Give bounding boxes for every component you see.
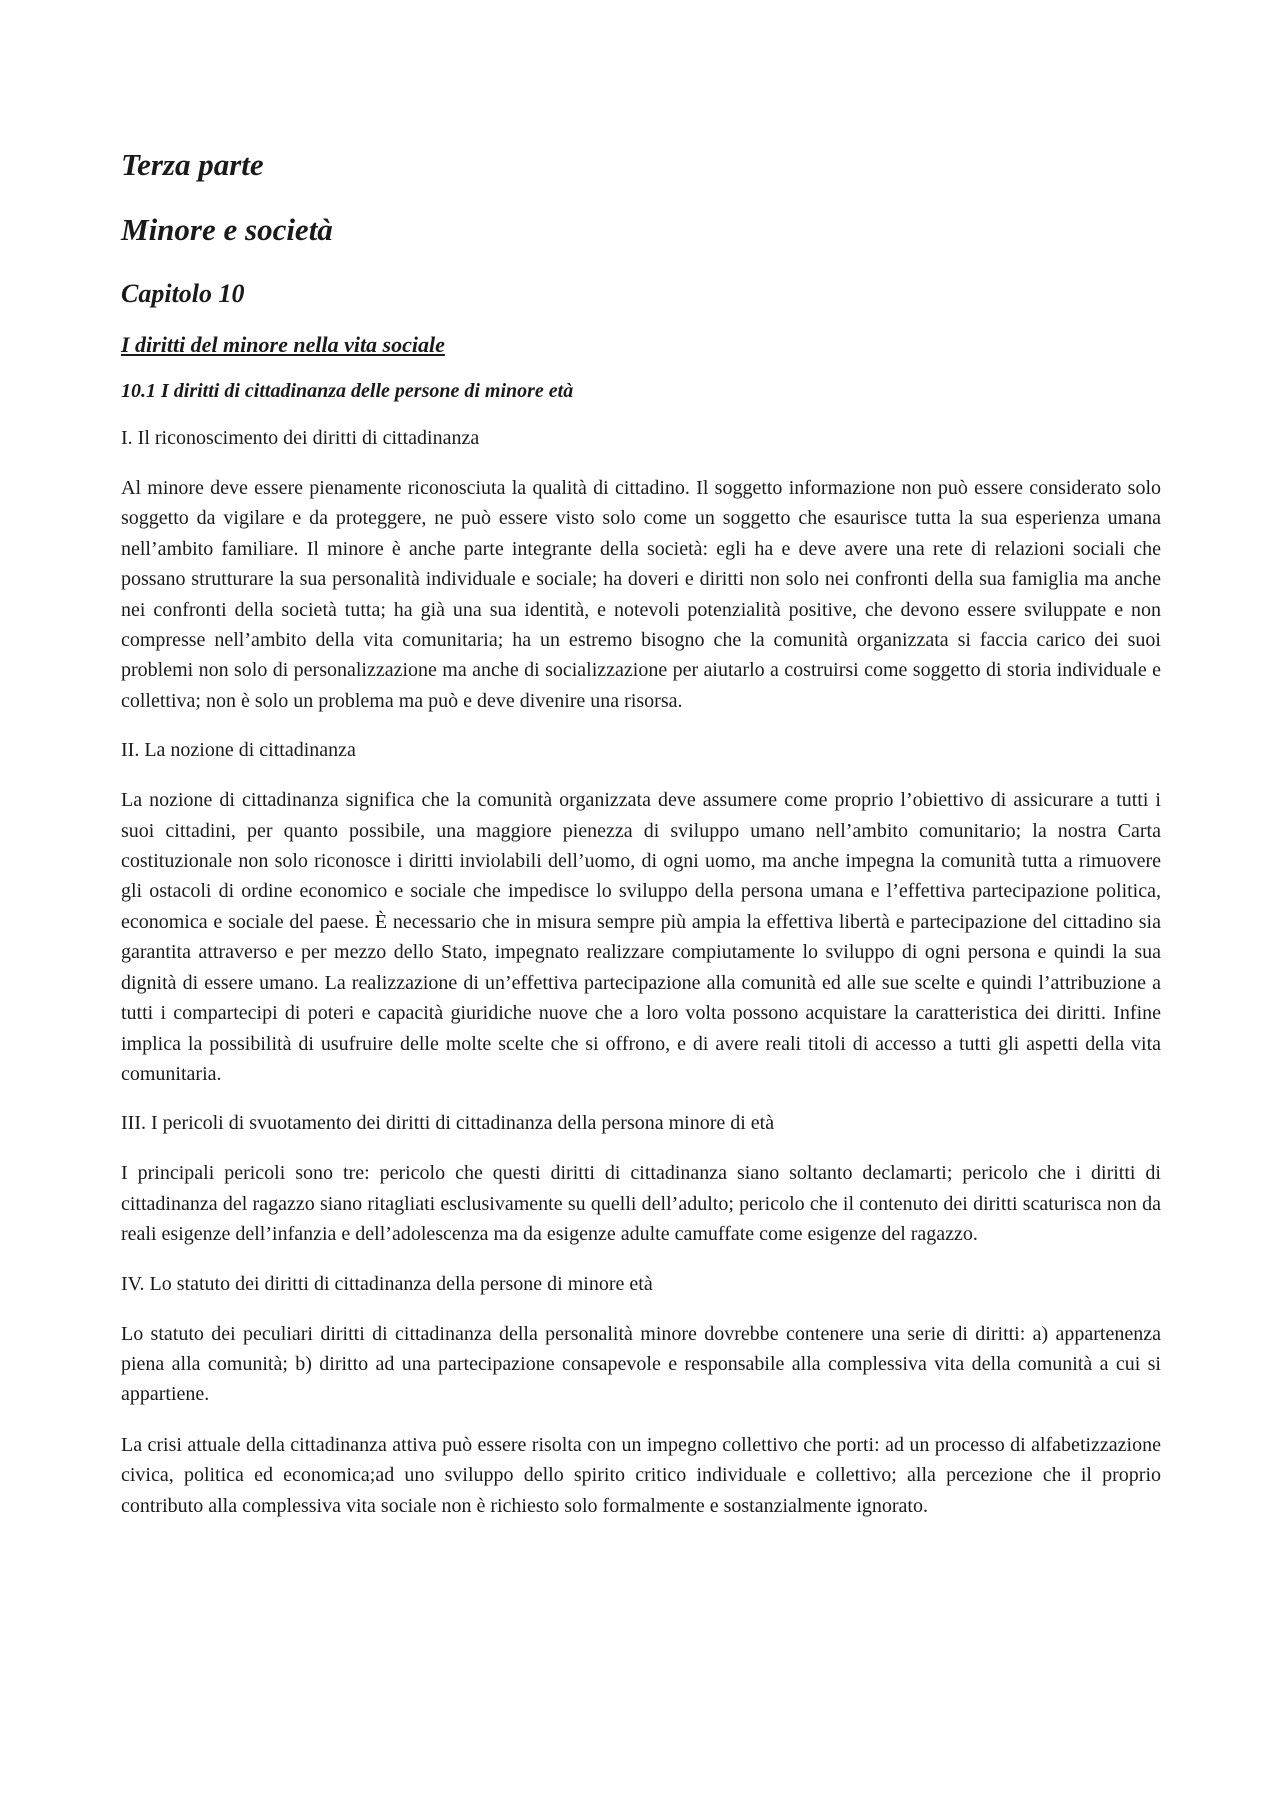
document-page	[121, 146, 1161, 1521]
subheading-statute: IV. Lo statuto dei diritti di cittadinanza della persone di minore età	[121, 1272, 653, 1295]
part-heading: Terza parte	[121, 147, 264, 182]
subheading-notion: II. La nozione di cittadinanza	[121, 739, 356, 762]
paragraph-statute: Lo statuto dei peculiari diritti di cittadinanza della personalità minore dovrebbe contenere una serie di diritti: a) appartenenza piena alla comunità; b) diritto ad una partecipazione consapevole e responsabile alla complessiva vita della comunità a cui si appartiene.	[121, 1322, 1161, 1406]
paragraph-notion: La nozione di cittadinanza significa che la comunità organizzata deve assumere come proprio l’obiettivo di assicurare a tutti i suoi cittadini, per quanto possibile, una maggiore pienezza di sviluppo umano nell’ambito comunitario; la nostra Carta costituzionale non solo riconosce i diritti inviolabili dell’uomo, di ogni uomo, ma anche impegna la comunità tutta a rimuovere gli ostacoli di ordine economico e sociale che impedisce lo sviluppo della persona umana e l’effettiva partecipazione politica, economica e sociale del paese. È necessario che in misura sempre più ampia la effettiva libertà e partecipazione del cittadino sia garantita attraverso e per mezzo dello Stato, impegnato realizzare compiutamente lo sviluppo di ogni persona e quindi la sua dignità di essere umano. La realizzazione di un’effettiva partecipazione alla comunità ed alle sue scelte e quindi l’attribuzione a tutti i compartecipi di poteri e capacità giuridiche nuove che a loro volta possono acquistare la caratteristica dei diritti. Infine implica la possibilità di usufruire delle molte scelte che si offrono, e di avere reali titoli di accesso a tutti gli aspetti della vita comunitaria.	[121, 789, 1161, 1085]
section-heading: 10.1 I diritti di cittadinanza delle persone di minore età	[121, 380, 574, 402]
subheading-dangers: III. I pericoli di svuotamento dei diritti di cittadinanza della persona minore di età	[121, 1112, 775, 1135]
subheading-recognition: I. Il riconoscimento dei diritti di cittadinanza	[121, 427, 480, 449]
chapter-heading: Capitolo 10	[121, 279, 245, 308]
paragraph-recognition: Al minore deve essere pienamente riconosciuta la qualità di cittadino. Il soggetto informazione non può essere considerato solo soggetto da vigilare e da proteggere, ne può essere visto solo come un soggetto che esaurisce tutta la sua esperienza umana nell’ambito familiare. Il minore è anche parte integrante della società: egli ha e deve avere una rete di relazioni sociali che possano strutturare la sua personalità individuale e sociale; ha doveri e diritti non solo nei confronti della sua famiglia ma anche nei confronti della società tutta; ha già una sua identità, e notevoli potenzialità positive, che devono essere sviluppate e non compresse nell’ambito della vita comunitaria; ha un estremo bisogno che la comunità organizzata si faccia carico dei suoi problemi non solo di personalizzazione ma anche di socializzazione per aiutarlo a costruirsi come soggetto di storia individuale e collettiva; non è solo un problema ma può e deve divenire una risorsa.	[121, 477, 1161, 712]
paragraph-crisis: La crisi attuale della cittadinanza attiva può essere risolta con un impegno collettivo che porti: ad un processo di alfabetizzazione civica, politica ed economica;ad uno sviluppo dello spirito critico individuale e collettivo; alla percezione che il proprio contributo alla complessiva vita sociale non è richiesto solo formalmente e sostanzialmente ignorato.	[121, 1433, 1161, 1517]
chapter-title: I diritti del minore nella vita sociale	[121, 332, 445, 357]
part-title: Minore e società	[121, 212, 333, 247]
paragraph-dangers: I principali pericoli sono tre: pericolo che questi diritti di cittadinanza siano soltanto declamarti; pericolo che i diritti di cittadinanza del ragazzo siano ritagliati esclusivamente su quelli dell’adulto; pericolo che il contenuto dei diritti scaturisca non da reali esigenze dell’infanzia e dell’adolescenza ma da esigenze adulte camuffate come esigenze del ragazzo.	[121, 1162, 1161, 1246]
